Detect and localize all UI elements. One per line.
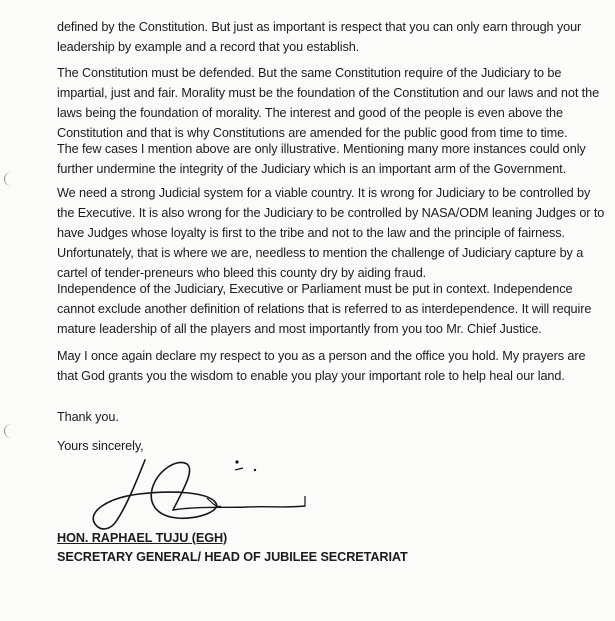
signatory-name: HON. RAPHAEL TUJU (EGH): [57, 531, 228, 545]
paragraph-1: defined by the Constitution. But just as important is respect that you can only earn through your leadership by example and a record that you establish.: [57, 20, 582, 54]
paragraph-3: The few cases I mention above are only illustrative. Mentioning many more instances could only further undermine the integrity of the Judiciary which is an important arm of the Government.: [57, 142, 586, 176]
closing-sign-off: Yours sincerely,: [57, 439, 144, 453]
closing-thanks: Thank you.: [57, 410, 119, 424]
handwritten-signature: [87, 450, 337, 540]
paragraph-6: May I once again declare my respect to you as a person and the office you hold. My prayers are that God grants you the wisdom to enable you play your important role to help heal our land.: [57, 349, 586, 383]
paragraph-2: The Constitution must be defended. But the same Constitution require of the Judiciary to be impartial, just and fair. Morality must be the foundation of the Constitution and our laws and not the laws being the foundation of morality. The interest and good of the people is even above the Constitution and that is why Constitutions are amended for the public good from time to time.: [57, 66, 600, 140]
punch-hole-mark-top: [4, 172, 19, 186]
paragraph-5: Independence of the Judiciary, Executive or Parliament must be put in context. Independence cannot exclude another definition of relations that is referred to as interdependence. It will require mature leadership of all the players and most importantly from you too Mr. Chief Justice.: [57, 282, 592, 336]
punch-hole-mark-bottom: [4, 424, 19, 438]
paragraph-4: We need a strong Judicial system for a viable country. It is wrong for Judiciary to be controlled by the Executive. It is also wrong for the Judiciary to be controlled by NASA/ODM leaning Judges or to have Judges whose loyalty is first to the tribe and not to the law and the principle of fairness. Unfortunately, that is where we are, needless to mention the challenge of Judiciary capture by a cartel of tender-preneurs who bleed this county dry by aiding fraud.: [57, 186, 605, 280]
signatory-title: SECRETARY GENERAL/ HEAD OF JUBILEE SECRETARIAT: [57, 550, 408, 564]
